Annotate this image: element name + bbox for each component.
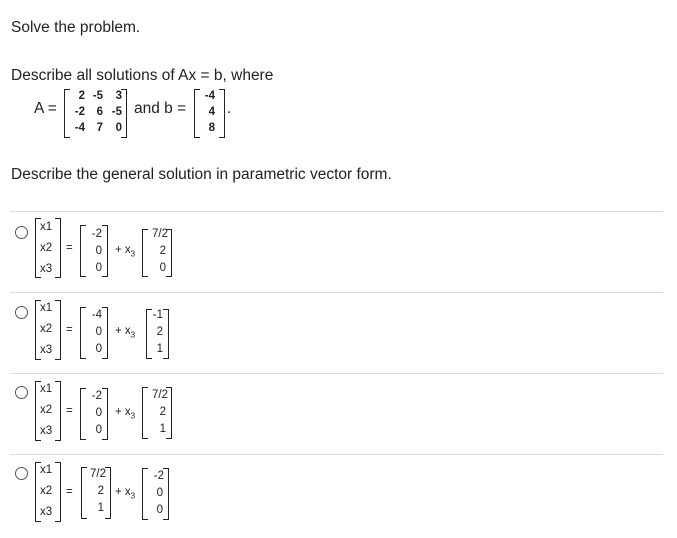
vector-entry: 0 [95, 424, 102, 436]
variable-label: x3 [40, 263, 53, 275]
matrix-a-label: A = [34, 100, 57, 117]
plus-x3-term: + $x_3$ [115, 244, 136, 259]
vector-entry: 7/2 [152, 389, 168, 401]
radio-button[interactable] [15, 306, 28, 319]
matrix-a-cell: -2 [74, 106, 85, 118]
variable-label: x2 [40, 242, 53, 254]
vector-entry: 1 [97, 502, 104, 514]
vector-entry: -2 [91, 390, 102, 402]
bracket-right [55, 300, 61, 360]
vector-entry: -4 [91, 309, 102, 321]
vector-b-cell: 4 [208, 106, 215, 118]
vector-entry: 0 [159, 262, 166, 274]
divider [10, 373, 663, 374]
vector-entry: 7/2 [90, 468, 106, 480]
bracket-right [55, 218, 61, 278]
vector-entry: 1 [156, 343, 163, 355]
matrix-a-cell: 0 [115, 122, 122, 134]
equals-sign: = [66, 324, 73, 336]
variable-label: x1 [40, 221, 53, 233]
vector-entry: -1 [152, 309, 163, 321]
bracket-right [163, 309, 169, 359]
variable-label: x1 [40, 464, 53, 476]
variable-label: x2 [40, 485, 53, 497]
vector-entry: 7/2 [152, 228, 168, 240]
matrix-a-cell: -4 [74, 122, 85, 134]
vector-entry: 0 [156, 487, 163, 499]
matrix-a-cell: -5 [111, 106, 122, 118]
matrix-a-cell: 3 [115, 90, 122, 102]
vector-entry: -2 [91, 228, 102, 240]
vector-b-cell: -4 [204, 90, 215, 102]
vector-entry: 0 [156, 504, 163, 516]
matrix-a-cell: 7 [96, 122, 103, 134]
vector-entry: 1 [159, 423, 166, 435]
vector-b-cell: 8 [208, 122, 215, 134]
problem-prompt: Describe all solutions of Ax = b, where [11, 67, 274, 84]
bracket-right [55, 381, 61, 441]
and-b-label: and b = [134, 100, 187, 117]
divider [10, 292, 663, 293]
equals-sign: = [66, 242, 73, 254]
vector-entry: 0 [95, 262, 102, 274]
matrix-a-cell: 6 [96, 106, 103, 118]
vector-entry: 2 [156, 326, 163, 338]
vector-b-right-bracket [219, 89, 225, 138]
divider [10, 211, 663, 212]
equals-sign: = [66, 486, 73, 498]
variable-label: x2 [40, 323, 53, 335]
variable-label: x3 [40, 344, 53, 356]
radio-button[interactable] [15, 467, 28, 480]
vector-entry: 2 [97, 485, 104, 497]
vector-entry: 2 [159, 406, 166, 418]
variable-label: x3 [40, 425, 53, 437]
bracket-right [102, 388, 108, 440]
vector-entry: 2 [159, 245, 166, 257]
variable-label: x2 [40, 404, 53, 416]
plus-x3-term: + $x_3$ [115, 406, 136, 421]
variable-label: x1 [40, 383, 53, 395]
plus-x3-term: + $x_3$ [115, 325, 136, 340]
vector-entry: -2 [153, 470, 164, 482]
vector-entry: 0 [95, 343, 102, 355]
variable-label: x3 [40, 506, 53, 518]
variable-label: x1 [40, 302, 53, 314]
instruction: Solve the problem. [11, 19, 141, 36]
matrix-a-cell: -5 [92, 90, 103, 102]
equation-period: . [227, 100, 232, 117]
equals-sign: = [66, 405, 73, 417]
divider [10, 454, 663, 455]
bracket-right [55, 462, 61, 522]
plus-x3-term: + $x_3$ [115, 486, 136, 501]
subprompt: Describe the general solution in parametric vector form. [11, 166, 392, 183]
radio-button[interactable] [15, 226, 28, 239]
bracket-right [102, 307, 108, 359]
matrix-a-cell: 2 [78, 90, 85, 102]
vector-entry: 0 [95, 326, 102, 338]
vector-entry: 0 [95, 407, 102, 419]
vector-entry: 0 [95, 245, 102, 257]
radio-button[interactable] [15, 386, 28, 399]
bracket-right [102, 225, 108, 277]
